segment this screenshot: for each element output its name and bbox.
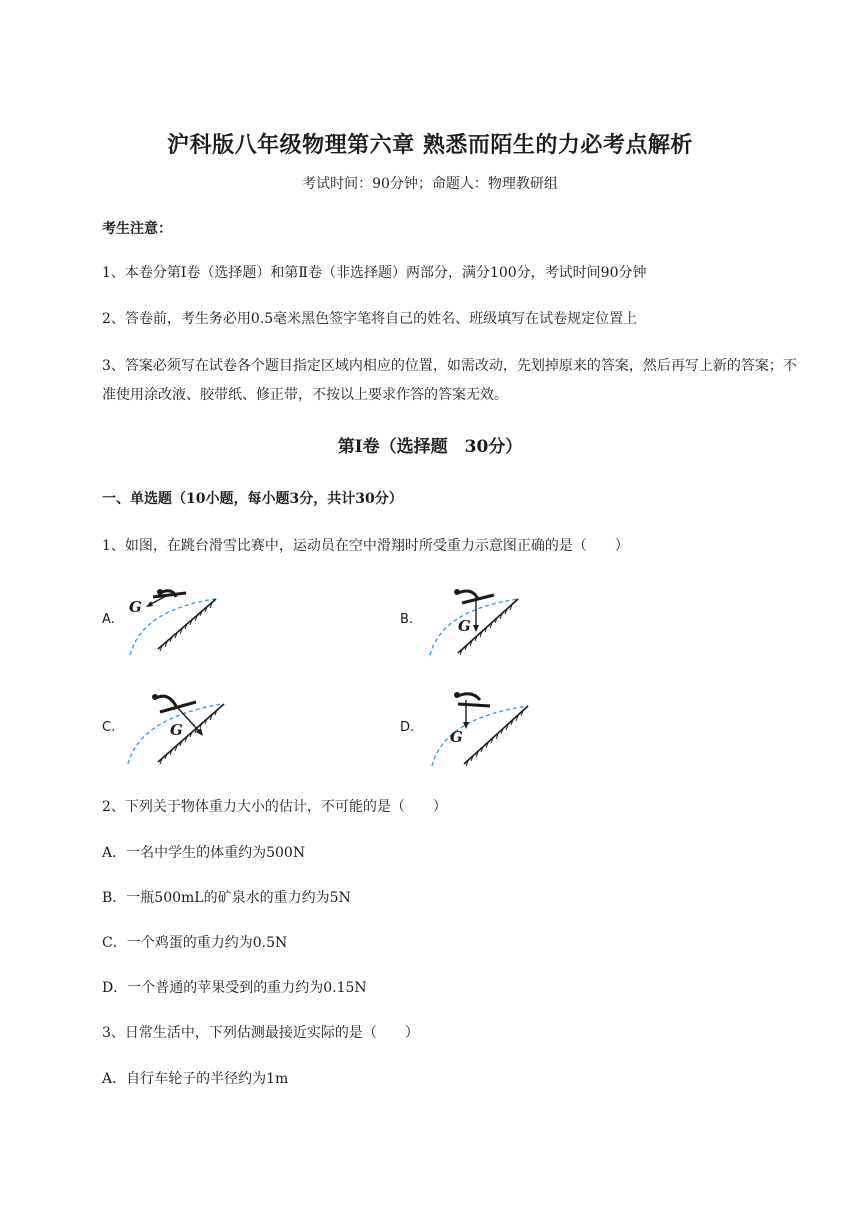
skier-skis — [160, 702, 196, 712]
question-1-option-a-label: A. — [102, 612, 115, 627]
question-1-option-c-label: C. — [102, 720, 116, 735]
arrow-head — [146, 601, 153, 607]
skier-body — [156, 696, 176, 706]
part-heading: 一、单选题（10小题，每小题3分，共计30分） — [102, 491, 403, 507]
question-1-option-c-figure — [122, 690, 232, 766]
notice-heading: 考生注意： — [102, 221, 172, 237]
question-2-stem: 2、下列关于物体重力大小的估计，不可能的是（ ） — [102, 799, 447, 815]
question-1-option-a-figure — [120, 585, 230, 657]
question-2-option-c: C．一个鸡蛋的重力约为0.5N — [102, 935, 288, 951]
notice-item-1: 1、本卷分第Ⅰ卷（选择题）和第Ⅱ卷（非选择题）两部分，满分100分，考试时间90分钟 — [102, 265, 647, 281]
section-title: 第Ⅰ卷（选择题 30分） — [337, 437, 523, 457]
gravity-symbol: G — [450, 728, 463, 746]
skier-head — [157, 589, 163, 595]
question-1-stem: 1、如图，在跳台滑雪比赛中，运动员在空中滑翔时所受重力示意图正确的是（ ） — [102, 538, 629, 554]
gravity-symbol: G — [458, 617, 471, 635]
question-1-option-b-label: B. — [400, 612, 414, 627]
page-title: 沪科版八年级物理第六章 熟悉而陌生的力必考点解析 — [167, 132, 693, 158]
question-1-option-d-label: D. — [400, 720, 415, 735]
slope-line — [464, 706, 528, 764]
arrow-head — [473, 625, 479, 632]
question-2-option-d: D．一个普通的苹果受到的重力约为0.15N — [102, 980, 367, 996]
question-1-option-b-figure — [422, 585, 532, 657]
question-2-option-a: A．一名中学生的体重约为500N — [102, 845, 306, 861]
page-subtitle: 考试时间：90分钟；命题人：物理教研组 — [302, 176, 558, 192]
skier-body — [458, 591, 478, 599]
skier-head — [454, 692, 460, 698]
trajectory-line — [130, 599, 215, 655]
skier-head — [152, 694, 158, 700]
gravity-symbol: G — [170, 721, 183, 739]
skier-skis — [458, 704, 490, 706]
trajectory-line — [432, 706, 528, 766]
slope-line — [158, 704, 224, 762]
question-3-stem: 3、日常生活中，下列估测最接近实际的是（ ） — [102, 1025, 419, 1041]
question-1-option-d-figure — [424, 690, 534, 768]
skier-body — [458, 694, 480, 700]
question-3-option-a: A．自行车轮子的半径约为1m — [102, 1071, 289, 1087]
notice-item-2: 2、答卷前，考生务必用0.5毫米黑色签字笔将自己的姓名、班级填写在试卷规定位置上 — [102, 311, 638, 327]
notice-item-3: 3、答案必须写在试卷各个题目指定区域内相应的位置，如需改动，先划掉原来的答案，然后再写上新的答案；不准使用涂改液、胶带纸、修正带，不按以上要求作答的答案无效。 — [102, 358, 797, 403]
question-2-option-b: B．一瓶500mL的矿泉水的重力约为5N — [102, 890, 351, 906]
gravity-symbol: G — [129, 598, 142, 616]
skier-head — [454, 589, 460, 595]
